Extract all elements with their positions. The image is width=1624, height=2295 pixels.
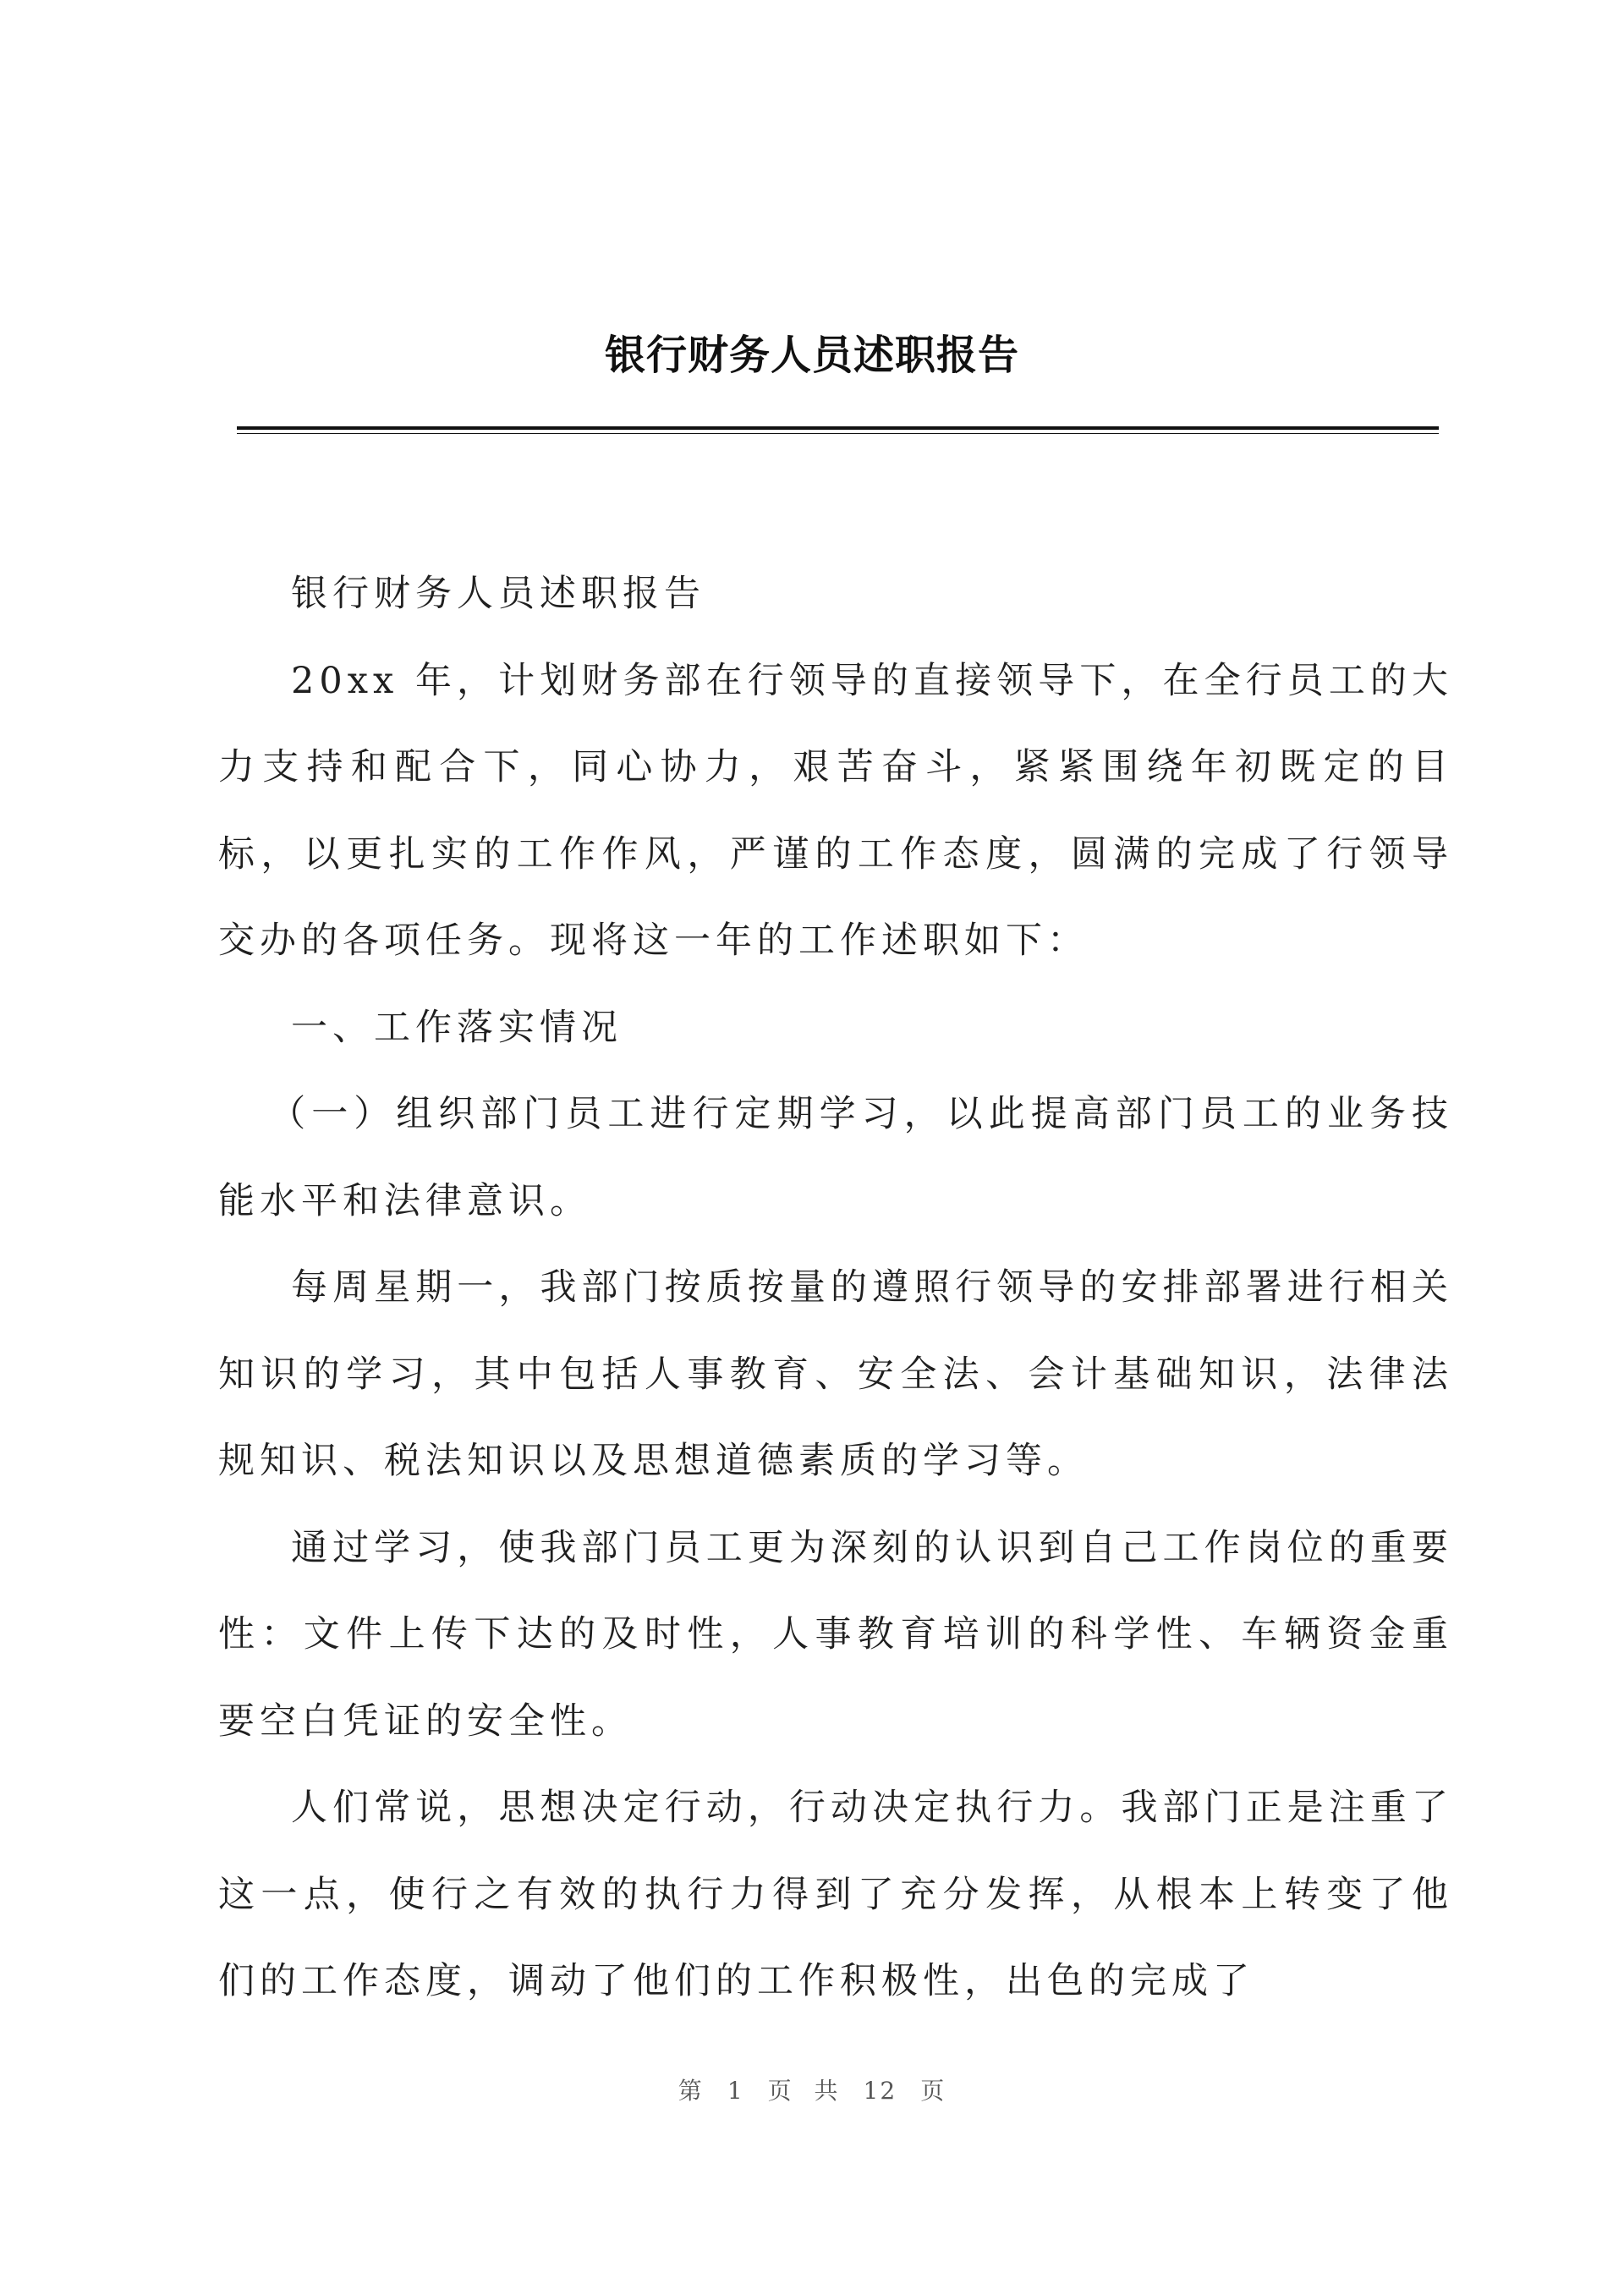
footer-total-pages: 12 — [863, 2077, 897, 2105]
document-title: 银行财务人员述职报告 — [604, 332, 1019, 379]
paragraph-heading: 银行财务人员述职报告 — [291, 573, 705, 615]
section-heading: 一、工作落实情况 — [291, 1006, 623, 1049]
paragraph: 通过学习，使我部门员工更为深刻的认识到自己工作岗位的重要性：文件上传下达的及时性，人事教育培训的科学性、车辆资金重要空白凭证的安全性。 — [218, 1526, 1453, 1743]
footer-label-page: 第 — [678, 2077, 704, 2105]
footer-label-end: 页 — [920, 2077, 946, 2105]
title-rule-thin — [237, 433, 1439, 434]
footer-label-of: 页 共 — [767, 2077, 840, 2105]
footer-current-page: 1 — [727, 2077, 744, 2105]
document-body — [218, 551, 1453, 2025]
page-footer — [0, 2073, 1624, 2106]
paragraph: 20xx 年，计划财务部在行领导的直接领导下，在全行员工的大力支持和配合下，同心协力，艰苦奋斗，紧紧围绕年初既定的目标，以更扎实的工作作风，严谨的工作态度，圆满的完成了行领导交办的各项任务。现将这一年的工作述职如下： — [218, 659, 1453, 962]
sub-item: （一）组织部门员工进行定期学习，以此提高部门员工的业务技能水平和法律意识。 — [218, 1093, 1453, 1222]
title-rule-thick — [237, 426, 1439, 430]
paragraph: 人们常说，思想决定行动，行动决定执行力。我部门正是注重了这一点，使行之有效的执行力得到了充分发挥，从根本上转变了他们的工作态度，调动了他们的工作积极性，出色的完成了 — [218, 1787, 1453, 2002]
paragraph: 每周星期一，我部门按质按量的遵照行领导的安排部署进行相关知识的学习，其中包括人事教育、安全法、会计基础知识，法律法规知识、税法知识以及思想道德素质的学习等。 — [218, 1266, 1453, 1482]
